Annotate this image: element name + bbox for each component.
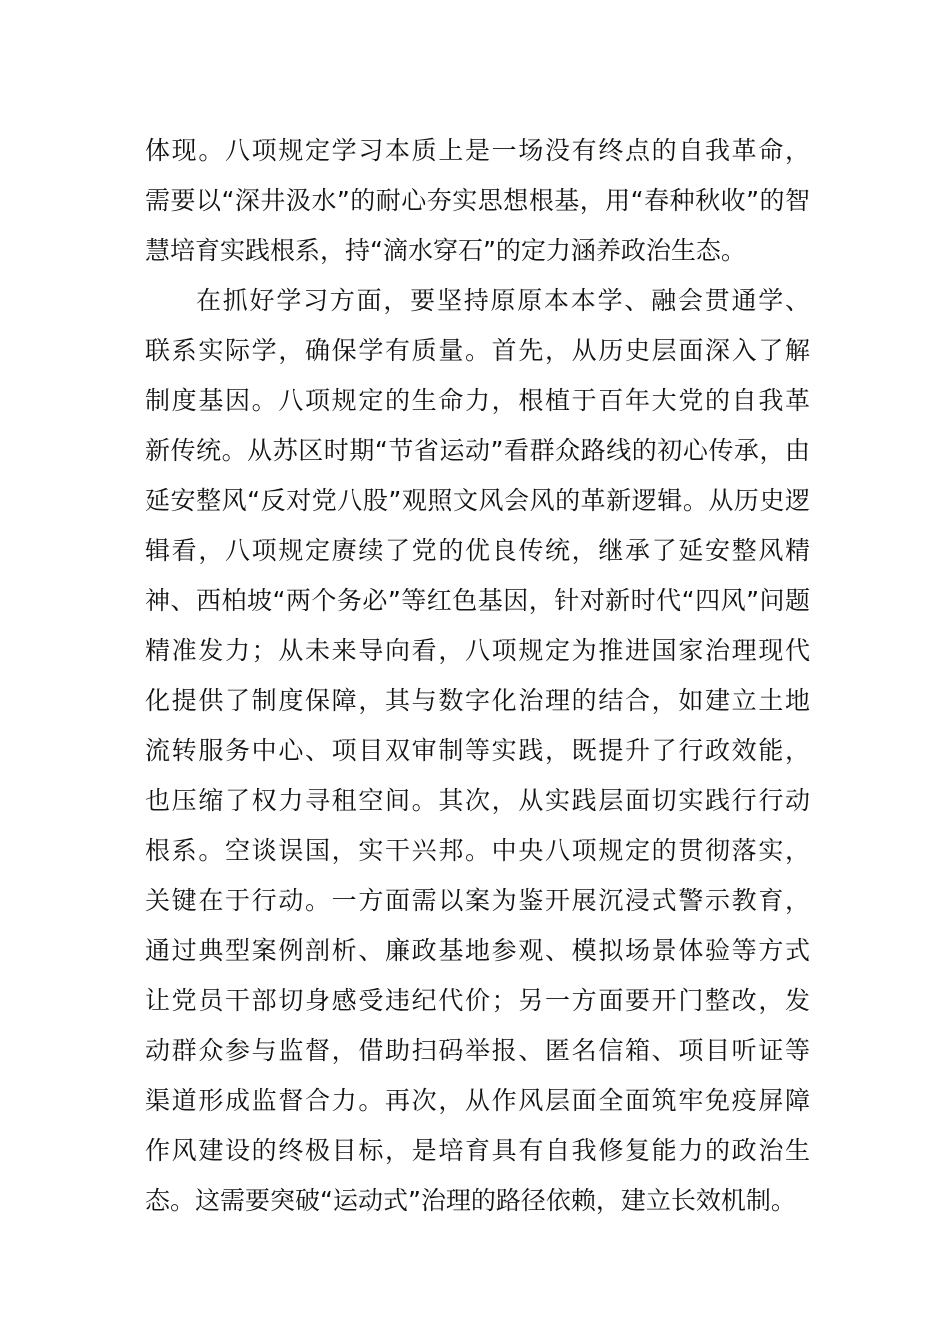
text-line: 新传统。从苏区时期“节省运动”看群众路线的初心传承，由 [145, 436, 810, 465]
text-line: 作风建设的终极目标，是培育具有自我修复能力的政治生 [145, 1136, 810, 1165]
paragraph-first-line: 在抓好学习方面，要坚持原原本本学、融会贯通学、 [196, 286, 810, 315]
text-line: 关键在于行动。一方面需以案为鉴开展沉浸式警示教育， [145, 886, 810, 915]
text-line: 化提供了制度保障，其与数字化治理的结合，如建立土地 [145, 686, 810, 715]
text-line: 精准发力；从未来导向看，八项规定为推进国家治理现代 [145, 636, 810, 665]
text-line: 通过典型案例剖析、廉政基地参观、模拟场景体验等方式 [145, 936, 810, 965]
text-line: 辑看，八项规定赓续了党的优良传统，继承了延安整风精 [145, 536, 810, 565]
text-line: 需要以“深井汲水”的耐心夯实思想根基，用“春种秋收”的智 [145, 186, 810, 215]
text-line: 联系实际学，确保学有质量。首先，从历史层面深入了解 [145, 336, 810, 365]
text-line: 也压缩了权力寻租空间。其次，从实践层面切实践行行动 [145, 786, 810, 815]
text-line: 根系。空谈误国，实干兴邦。中央八项规定的贯彻落实， [145, 836, 810, 865]
text-line: 让党员干部切身感受违纪代价；另一方面要开门整改，发 [145, 986, 810, 1015]
text-line: 态。这需要突破“运动式”治理的路径依赖，建立长效机制。 [145, 1186, 796, 1215]
text-line: 流转服务中心、项目双审制等实践，既提升了行政效能， [145, 736, 810, 765]
text-line: 制度基因。八项规定的生命力，根植于百年大党的自我革 [145, 386, 810, 415]
text-line: 延安整风“反对党八股”观照文风会风的革新逻辑。从历史逻 [145, 486, 810, 515]
text-line: 动群众参与监督，借助扫码举报、匿名信箱、项目听证等 [145, 1036, 810, 1065]
text-line: 神、西柏坡“两个务必”等红色基因，针对新时代“四风”问题 [145, 586, 810, 615]
text-line: 渠道形成监督合力。再次，从作风层面全面筑牢免疫屏障 [145, 1086, 810, 1115]
text-line: 体现。八项规定学习本质上是一场没有终点的自我革命， [145, 136, 810, 165]
text-line: 慧培育实践根系，持“滴水穿石”的定力涵养政治生态。 [145, 236, 746, 265]
body-text [145, 126, 810, 1226]
